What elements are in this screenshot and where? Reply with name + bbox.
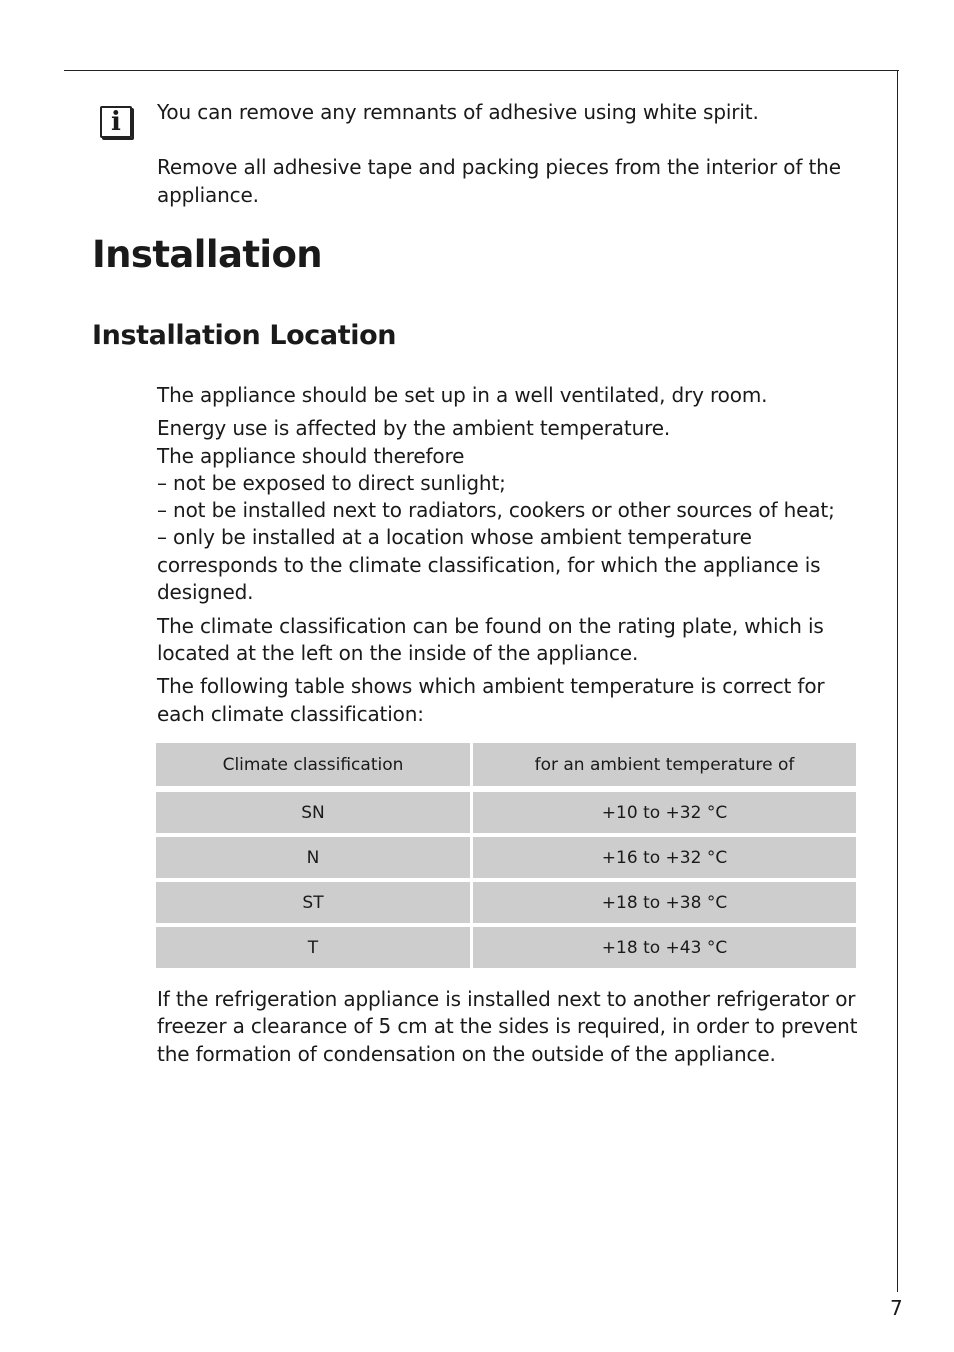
right-rule — [897, 70, 898, 1292]
rating-plate-line-1: The climate classification can be found on the rating plate, which is — [157, 614, 824, 638]
climate-class-cell: N — [156, 837, 470, 878]
energy-line-3: – not be exposed to direct sunlight; — [157, 471, 506, 495]
table-intro-line-2: each climate classification: — [157, 702, 424, 726]
climate-class-cell: SN — [156, 792, 470, 833]
remove-tape-line-1: Remove all adhesive tape and packing pieces from the interior of the — [157, 155, 841, 179]
section-title: Installation Location — [92, 320, 397, 351]
table-row — [156, 882, 856, 923]
table-intro-line-1: The following table shows which ambient temperature is correct for — [157, 674, 825, 698]
remove-tape-line-2: appliance. — [157, 183, 259, 207]
info-icon: i — [100, 106, 132, 138]
energy-line-4: – not be installed next to radiators, cookers or other sources of heat; — [157, 498, 835, 522]
climate-class-cell: T — [156, 927, 470, 968]
temperature-range-cell: +10 to +32 °C — [473, 792, 856, 833]
clearance-line-3: the formation of condensation on the outside of the appliance. — [157, 1042, 776, 1066]
clearance-line-1: If the refrigeration appliance is installed next to another refrigerator or — [157, 987, 856, 1011]
header-ambient-temperature: for an ambient temperature of — [473, 743, 856, 786]
rating-plate-line-2: located at the left on the inside of the appliance. — [157, 641, 639, 665]
table-header-row — [156, 743, 856, 786]
energy-line-5: – only be installed at a location whose ambient temperature — [157, 525, 752, 549]
table-row — [156, 837, 856, 878]
adhesive-note: You can remove any remnants of adhesive using white spirit. — [157, 100, 759, 124]
temperature-range-cell: +18 to +38 °C — [473, 882, 856, 923]
temperature-range-cell: +16 to +32 °C — [473, 837, 856, 878]
table-row — [156, 927, 856, 968]
page-title: Installation — [92, 233, 323, 276]
climate-table — [153, 743, 859, 968]
header-climate-classification: Climate classification — [156, 743, 470, 786]
energy-line-6: corresponds to the climate classification, for which the appliance is — [157, 553, 821, 577]
ventilation-paragraph: The appliance should be set up in a well ventilated, dry room. — [157, 383, 768, 407]
temperature-range-cell: +18 to +43 °C — [473, 927, 856, 968]
page-number: 7 — [890, 1296, 903, 1320]
table-row — [156, 792, 856, 833]
energy-line-2: The appliance should therefore — [157, 444, 465, 468]
top-rule — [64, 70, 899, 71]
energy-line-1: Energy use is affected by the ambient temperature. — [157, 416, 671, 440]
climate-class-cell: ST — [156, 882, 470, 923]
energy-line-7: designed. — [157, 580, 254, 604]
clearance-line-2: freezer a clearance of 5 cm at the sides is required, in order to prevent — [157, 1014, 858, 1038]
